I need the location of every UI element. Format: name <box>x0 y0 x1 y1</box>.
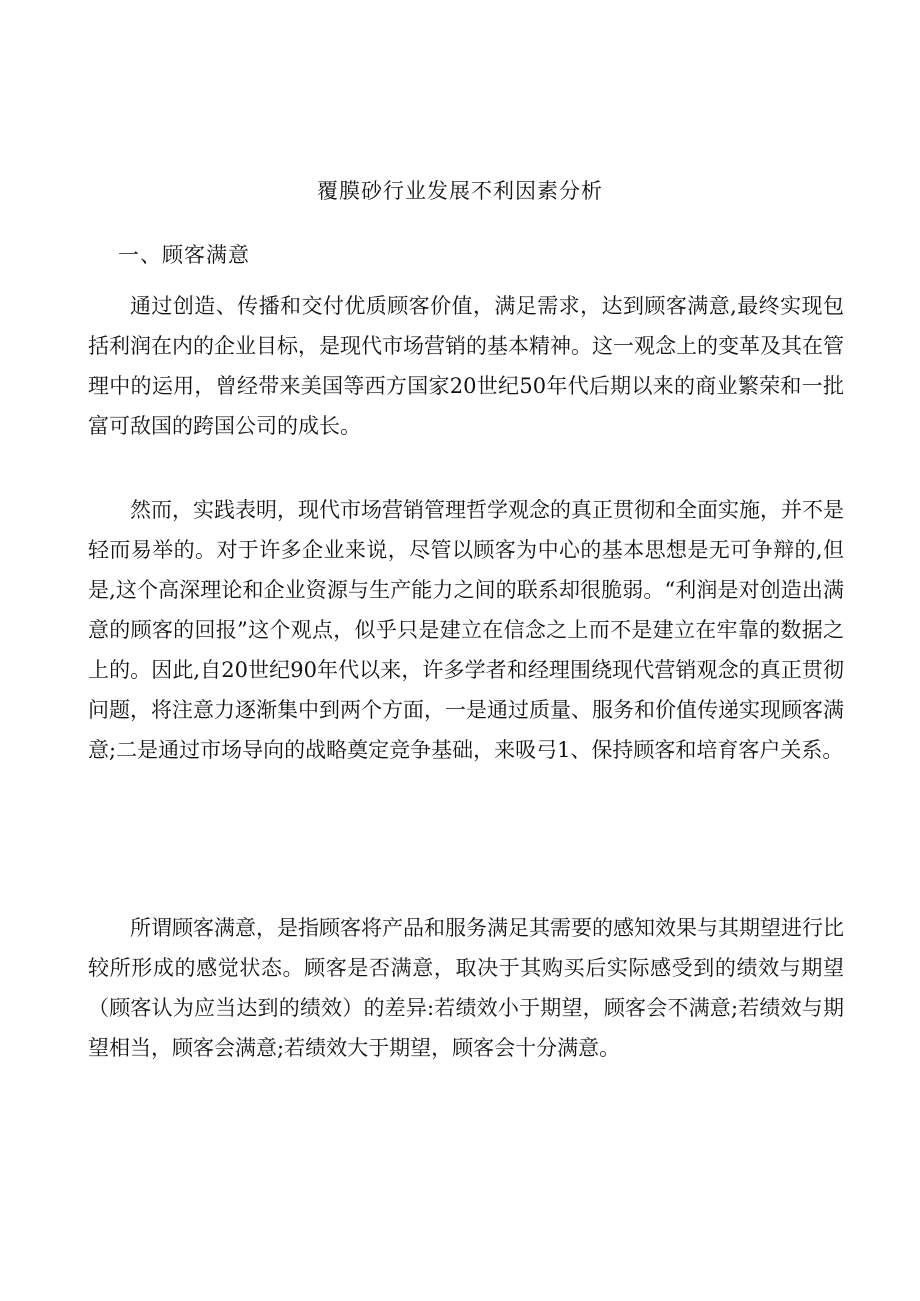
paragraph: 通过创造、传播和交付优质顾客价值，满足需求，达到顾客满意,最终实现包括利润在内的企业目标，是现代市场营销的基本精神。这一观念上的变革及其在管理中的运用，曾经带来美国等西方国家20世纪50年代后期以来的商业繁荣和一批富可敌国的跨国公司的成长。 <box>88 294 844 438</box>
page-title: 覆膜砂行业发展不利因素分析 <box>317 179 603 203</box>
paragraph: 然而，实践表明，现代市场营销管理哲学观念的真正贯彻和全面实施，并不是轻而易举的。对于许多企业来说，尽管以顾客为中心的基本思想是无可争辩的,但是,这个高深理论和企业资源与生产能力之间的联系却很脆弱。“利润是对创造出满意的顾客的回报”这个观点，似乎只是建立在信念之上而不是建立在牢靠的数据之上的。因此,自20世纪90年代以来，许多学者和经理围绕现代营销观念的真正贯彻问题，将注意力逐渐集中到两个方面，一是通过质量、服务和价值传递实现顾客满意;二是通过市场导向的战略奠定竞争基础，来吸弓1、保持顾客和培育客户关系。 <box>88 498 844 762</box>
paragraph: 所谓顾客满意，是指顾客将产品和服务满足其需要的感知效果与其期望进行比较所形成的感觉状态。顾客是否满意，取决于其购买后实际感受到的绩效与期望（顾客认为应当达到的绩效）的差异:若绩效小于期望，顾客会不满意;若绩效与期望相当，顾客会满意;若绩效大于期望，顾客会十分满意。 <box>88 916 844 1060</box>
section-heading: 一、顾客满意 <box>118 243 250 267</box>
